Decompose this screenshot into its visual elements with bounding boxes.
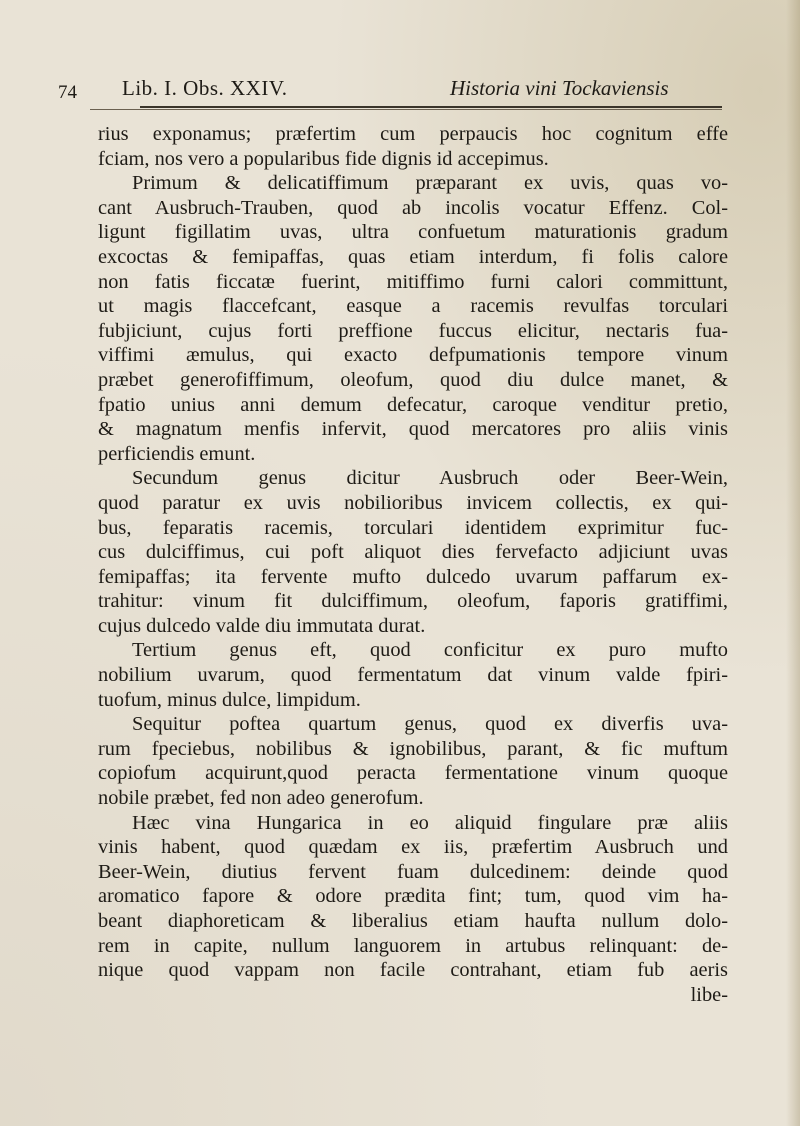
text-line: excoctas & femipaffas, quas etiam interdum, fi folis calore: [98, 245, 728, 268]
page-edge-shadow: [786, 0, 800, 1126]
text-line: Hæc vina Hungarica in eo aliquid fingulare præ aliis: [132, 811, 728, 834]
text-line: præbet generofiffimum, oleofum, quod diu dulce manet, &: [98, 368, 728, 391]
text-line: bus, feparatis racemis, torculari identidem exprimitur fuc-: [98, 516, 728, 539]
body-text: [98, 122, 728, 1007]
text-line: perficiendis emunt.: [98, 442, 256, 465]
catchword: libe-: [690, 983, 728, 1006]
text-line: trahitur: vinum fit dulciffimum, oleofum, faporis gratiffimi,: [98, 590, 728, 613]
text-line: nobilium uvarum, quod fermentatum dat vinum valde fpiri-: [98, 664, 728, 687]
header-rule-thin: [90, 109, 722, 110]
text-line: & magnatum menfis infervit, quod mercatores pro aliis vinis: [98, 418, 728, 441]
text-line: copiofum acquirunt,quod peracta fermentatione vinum quoque: [98, 762, 728, 785]
text-line: ut magis flaccefcant, easque a racemis revulfas torculari: [98, 295, 728, 318]
header-rule: [140, 106, 722, 108]
text-line: cujus dulcedo valde diu immutata durat.: [98, 614, 426, 637]
text-line: Sequitur poftea quartum genus, quod ex diverfis uva-: [132, 713, 728, 736]
text-line: ligunt figillatim uvas, ultra confuetum maturationis gradum: [98, 221, 728, 244]
text-line: non fatis ficcatæ fuerint, mitiffimo furni calori committunt,: [98, 270, 728, 293]
text-line: rum fpeciebus, nobilibus & ignobilibus, parant, & fic muftum: [98, 737, 728, 760]
text-line: viffimi æmulus, qui exacto defpumationis tempore vinum: [98, 344, 728, 367]
text-line: nique quod vappam non facile contrahant, etiam fub aeris: [98, 959, 728, 982]
text-line: aromatico fapore & odore prædita fint; tum, quod vim ha-: [98, 885, 728, 908]
text-line: cant Ausbruch-Trauben, quod ab incolis vocatur Effenz. Col-: [98, 196, 728, 219]
text-line: tuofum, minus dulce, limpidum.: [98, 688, 361, 711]
text-line: vinis habent, quod quædam ex iis, præfertim Ausbruch und: [98, 836, 728, 859]
text-line: fciam, nos vero a popularibus fide dignis id accepimus.: [98, 147, 549, 170]
running-header: [58, 76, 738, 106]
text-line: cus dulciffimus, cui poft aliquot dies fervefacto adjiciunt uvas: [98, 541, 728, 564]
text-line: femipaffas; ita fervente mufto dulcedo uvarum paffarum ex-: [98, 565, 728, 588]
text-line: Primum & delicatiffimum præparant ex uvis, quas vo-: [132, 172, 728, 195]
text-line: Tertium genus eft, quod conficitur ex puro mufto: [132, 639, 728, 662]
text-line: rius exponamus; præfertim cum perpaucis hoc cognitum effe: [98, 123, 728, 145]
section-reference: Lib. I. Obs. XXIV.: [122, 76, 288, 100]
text-line: nobile præbet, fed non adeo generofum.: [98, 787, 424, 810]
page-number: 74: [58, 82, 77, 103]
text-line: fpatio unius anni demum defecatur, caroque venditur pretio,: [98, 393, 728, 416]
text-line: rem in capite, nullum languorem in artubus relinquant: de-: [98, 934, 728, 957]
text-line: beant diaphoreticam & liberalius etiam haufta nullum dolo-: [98, 910, 728, 932]
text-line: Beer-Wein, diutius fervent fuam dulcedinem: deinde quod: [98, 860, 728, 883]
text-line: Secundum genus dicitur Ausbruch oder Beer-Wein,: [132, 467, 728, 490]
text-line: quod paratur ex uvis nobilioribus invicem collectis, ex qui-: [98, 491, 728, 514]
running-title: Historia vini Tockaviensis: [450, 76, 669, 100]
text-line: fubjiciunt, cujus forti preffione fuccus elicitur, nectaris fua-: [98, 319, 728, 342]
